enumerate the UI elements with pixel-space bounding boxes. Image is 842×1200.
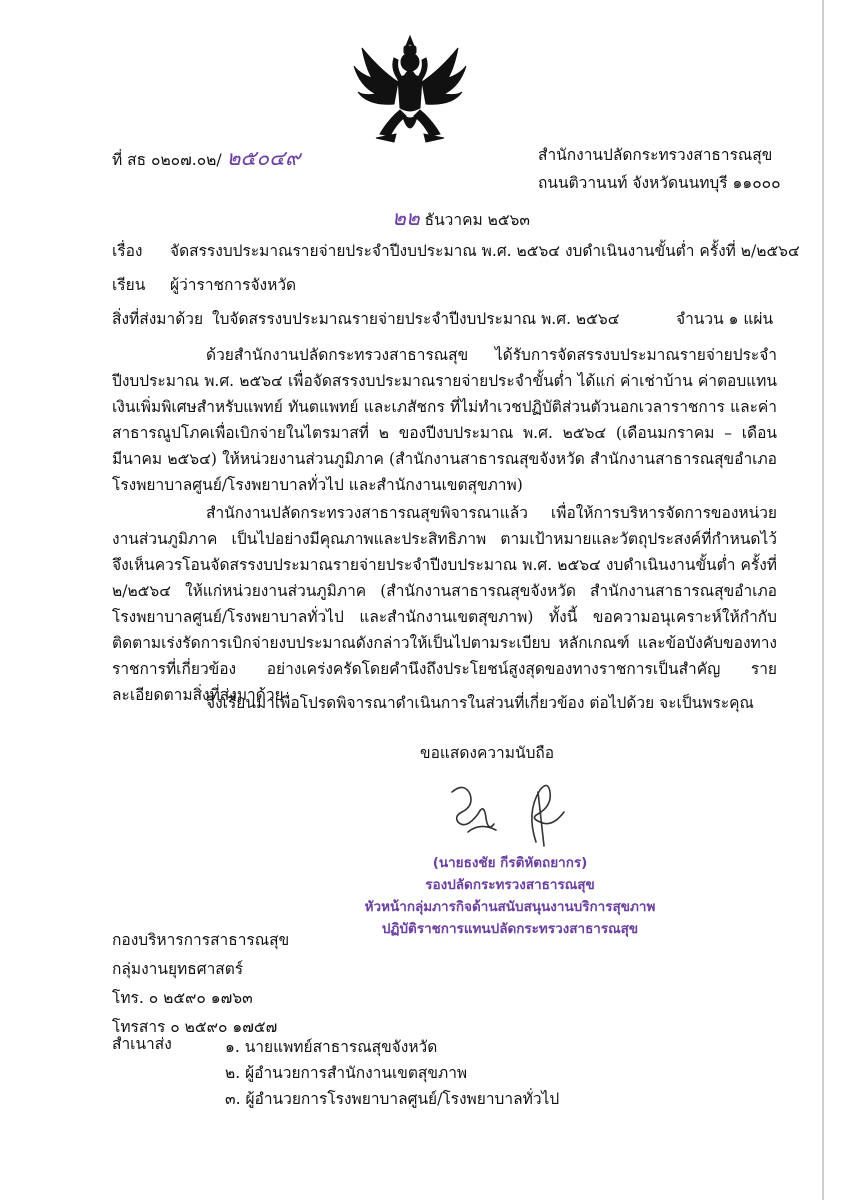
cc-label: สำเนาส่ง xyxy=(112,1035,172,1053)
reference-prefix: ที่ สธ ๐๒๐๗.๐๒/ xyxy=(112,151,222,169)
reference-number-line xyxy=(112,142,300,175)
enclosure-label: สิ่งที่ส่งมาด้วย xyxy=(112,310,204,328)
office-name: สำนักงานปลัดกระทรวงสาธารณสุข xyxy=(538,146,773,164)
signatory-name: (นายธงชัย กีรติหัตถยากร) xyxy=(432,855,588,871)
reference-number-handwritten: ๒๕๐๔๙ xyxy=(226,146,301,170)
cc-item-3: ๓. ผู้อำนวยการโรงพยาบาลศูนย์/โรงพยาบาลทั่วไป xyxy=(225,1090,560,1108)
phone-number: โทร. ๐ ๒๕๙๐ ๑๗๖๓ xyxy=(112,989,253,1007)
enclosure-count: จำนวน ๑ แผ่น xyxy=(676,310,774,328)
date-month-year: ธันวาคม ๒๕๖๓ xyxy=(424,211,530,229)
body-paragraph-3: จึงเรียนมาเพื่อโปรดพิจารณาดำเนินการในส่วนที่เกี่ยวข้อง ต่อไปด้วย จะเป็นพระคุณ xyxy=(206,694,754,712)
work-group-name: กลุ่มงานยุทธศาสตร์ xyxy=(112,960,244,978)
enclosure-text: ใบจัดสรรงบประมาณรายจ่ายประจำปีงบประมาณ พ.ศ. ๒๕๖๔ xyxy=(212,310,620,328)
body-paragraph-2: สำนักงานปลัดกระทรวงสาธารณสุขพิจารณาแล้ว เพื่อให้การบริหารจัดการของหน่วยงานส่วนภูมิภาค เป็นไปอย่างมีคุณภาพและประสิทธิภาพ ตามเป้าหมายและวัตถุประสงค์ที่กำหนดไว้ จึงเห็นควรโอนจัดสรรงบประมาณรายจ่ายประจำปีงบประมาณ พ.ศ. ๒๕๖๔ งบดำเนินงานขั้นต่ำ ครั้งที่ ๒/๒๕๖๔ ให้แก่หน่วยงานส่วนภูมิภาค (สำนักงานสาธารณสุขจังหวัด สำนักงานสาธารณสุขอำเภอ โรงพยาบาลศูนย์/โรงพยาบาลทั่วไป และสำนักงานเขตสุขภาพ) ทั้งนี้ ขอความอนุเคราะห์ให้กำกับติดตามเร่งรัดการเบิกจ่ายงบประมาณดังกล่าวให้เป็นไปตามระเบียบ หลักเกณฑ์ และข้อบังคับของทางราชการที่เกี่ยวข้อง อย่างเคร่งครัดโดยคำนึงถึงประโยชน์สูงสุดของทางราชการเป็นสำคัญ รายละเอียดตามสิ่งที่ส่งมาด้วย xyxy=(112,504,777,704)
subject-text: จัดสรรงบประมาณรายจ่ายประจำปีงบประมาณ พ.ศ. ๒๕๖๔ งบดำเนินงานขั้นต่ำ ครั้งที่ ๒/๒๕๖๔ xyxy=(170,242,800,260)
cc-item-1: ๑. นายแพทย์สาธารณสุขจังหวัด xyxy=(225,1038,438,1056)
document-date xyxy=(392,202,530,235)
signatory-title-2: หัวหน้ากลุ่มภารกิจด้านสนับสนุนงานบริการสุขภาพ xyxy=(364,899,656,915)
signature-block xyxy=(350,852,670,940)
addressee-label: เรียน xyxy=(112,276,146,294)
office-address: ถนนติวานนท์ จังหวัดนนทบุรี ๑๑๐๐๐ xyxy=(538,174,781,192)
closing-salutation: ขอแสดงความนับถือ xyxy=(420,744,555,762)
page-edge-divider xyxy=(822,0,824,1200)
handwritten-signature xyxy=(440,772,580,850)
subject-label: เรื่อง xyxy=(112,242,143,260)
department-name: กองบริหารการสาธารณสุข xyxy=(112,931,290,949)
addressee-text: ผู้ว่าราชการจังหวัด xyxy=(170,276,297,294)
signatory-title-1: รองปลัดกระทรวงสาธารณสุข xyxy=(425,877,595,893)
body-paragraph-1: ด้วยสำนักงานปลัดกระทรวงสาธารณสุข ได้รับการจัดสรรงบประมาณรายจ่ายประจำปีงบประมาณ พ.ศ. ๒๕๖๔ เพื่อจัดสรรงบประมาณรายจ่ายประจำขั้นต่ำ ได้แก่ ค่าเช่าบ้าน ค่าตอบแทนเงินเพิ่มพิเศษสำหรับแพทย์ ทันตแพทย์ และเภสัชกร ที่ไม่ทำเวชปฏิบัติส่วนตัวนอกเวลาราชการ และค่าสาธารณูปโภคเพื่อเบิกจ่ายในไตรมาสที่ ๒ ของปีงบประมาณ พ.ศ. ๒๕๖๔ (เดือนมกราคม – เดือนมีนาคม ๒๕๖๔) ให้หน่วยงานส่วนภูมิภาค (สำนักงานสาธารณสุขจังหวัด สำนักงานสาธารณสุขอำเภอ โรงพยาบาลศูนย์/โรงพยาบาลทั่วไป และสำนักงานเขตสุขภาพ) xyxy=(112,346,777,494)
date-day-handwritten: ๒๒ xyxy=(392,206,420,230)
signatory-title-3: ปฏิบัติราชการแทนปลัดกระทรวงสาธารณสุข xyxy=(381,921,639,937)
cc-item-2: ๒. ผู้อำนวยการสำนักงานเขตสุขภาพ xyxy=(225,1064,468,1082)
garuda-emblem-icon xyxy=(350,30,470,150)
fax-number: โทรสาร ๐ ๒๕๙๐ ๑๗๕๗ xyxy=(112,1018,278,1036)
